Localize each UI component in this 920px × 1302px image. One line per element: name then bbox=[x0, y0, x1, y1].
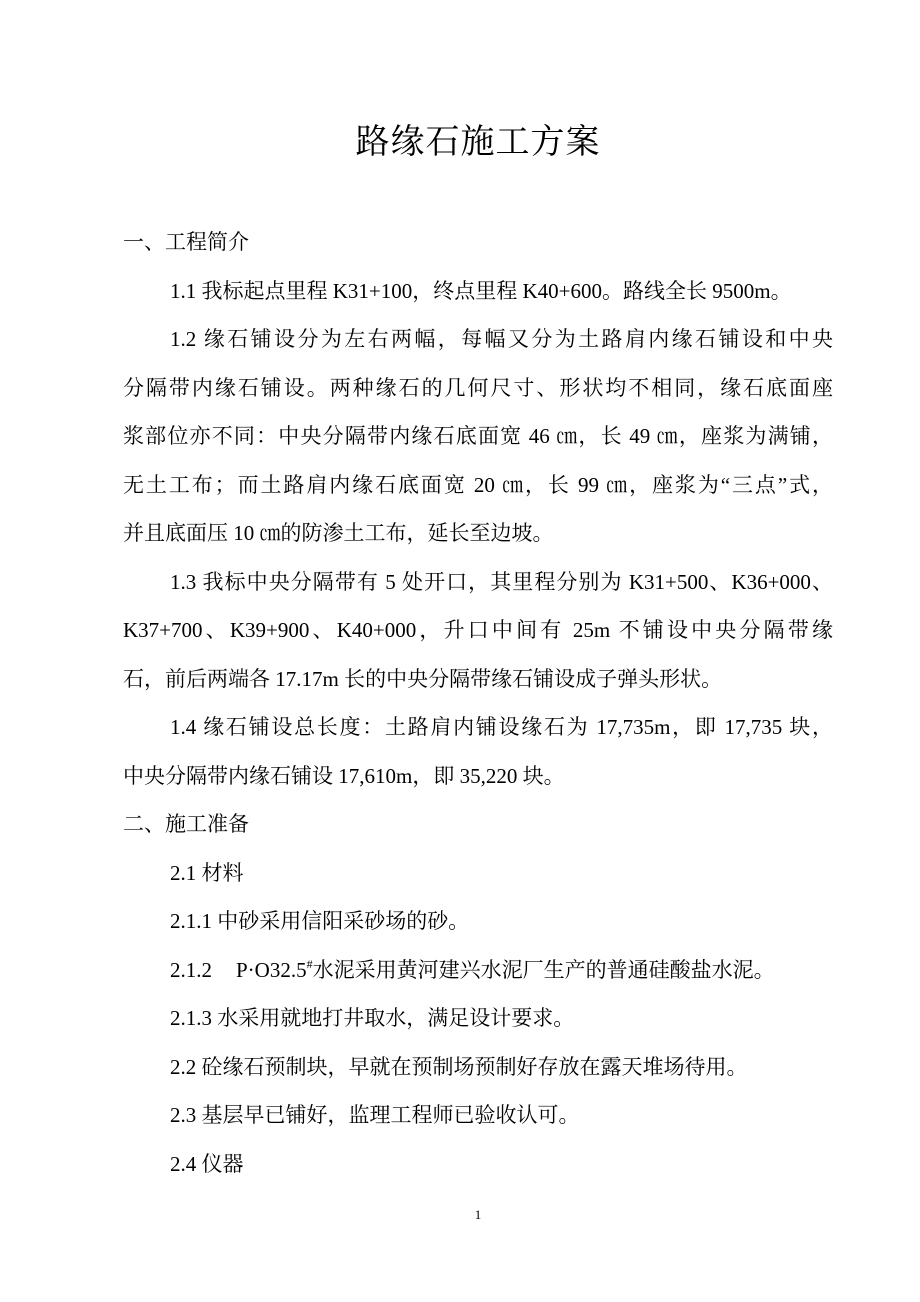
paragraph-1-2-line: 1.2 缘石铺设分为左右两幅，每幅又分为土路肩内缘石铺设和中央 bbox=[170, 327, 833, 351]
paragraph-1-4-line: 1.4 缘石铺设总长度：土路肩内铺设缘石为 17,735m，即 17,735 块， bbox=[170, 715, 833, 739]
paragraph-1-4-line: 中央分隔带内缘石铺设 17,610m，即 35,220 块。 bbox=[123, 763, 565, 788]
paragraph-1-2-line: 分隔带内缘石铺设。两种缘石的几何尺寸、形状均不相同，缘石底面座 bbox=[123, 375, 833, 400]
section-heading-2: 二、施工准备 bbox=[123, 812, 249, 836]
paragraph-2-1: 2.1 材料 bbox=[170, 860, 244, 885]
paragraph-1-2-line: 浆部位亦不同：中央分隔带内缘石底面宽 46 ㎝，长 49 ㎝，座浆为满铺， bbox=[123, 424, 833, 448]
page-number: 1 bbox=[474, 1207, 482, 1222]
section-heading-1: 一、工程简介 bbox=[123, 230, 249, 254]
cement-grade: P·O32.5 bbox=[236, 957, 307, 982]
paragraph-2-1-2-text: 水泥采用黄河建兴水泥厂生产的普通硅酸盐水泥。 bbox=[312, 957, 775, 982]
paragraph-1-3-line: 石，前后两端各 17.17m 长的中央分隔带缘石铺设成子弹头形状。 bbox=[123, 666, 723, 691]
paragraph-2-1-2-number: 2.1.2 bbox=[170, 957, 212, 982]
paragraph-1-1: 1.1 我标起点里程 K31+100，终点里程 K40+600。路线全长 9500m。 bbox=[170, 278, 792, 303]
document-title: 路缘石施工方案 bbox=[355, 124, 601, 161]
paragraph-2-1-3: 2.1.3 水采用就地打井取水，满足设计要求。 bbox=[170, 1006, 575, 1030]
paragraph-2-4: 2.4 仪器 bbox=[170, 1151, 244, 1176]
paragraph-2-1-1: 2.1.1 中砂采用信阳采砂场的砂。 bbox=[170, 909, 470, 933]
document-body bbox=[123, 224, 833, 1194]
paragraph-1-3-line: 1.3 我标中央分隔带有 5 处开口，其里程分别为 K31+500、K36+000、 bbox=[170, 569, 833, 594]
paragraph-1-2-line: 并且底面压 10 ㎝的防渗土工布，延长至边坡。 bbox=[123, 521, 554, 545]
paragraph-2-1-2 bbox=[123, 952, 833, 1001]
cement-grade-mark: # bbox=[306, 956, 313, 971]
paragraph-2-3: 2.3 基层早已铺好，监理工程师已验收认可。 bbox=[170, 1103, 580, 1127]
paragraph-1-2-line: 无土工布；而土路肩内缘石底面宽 20 ㎝，长 99 ㎝，座浆为“三点”式， bbox=[123, 472, 833, 497]
paragraph-2-2: 2.2 砼缘石预制块，早就在预制场预制好存放在露天堆场待用。 bbox=[170, 1054, 748, 1079]
paragraph-1-3-line: K37+700、K39+900、K40+000，升口中间有 25m 不铺设中央分隔带缘 bbox=[123, 618, 833, 642]
